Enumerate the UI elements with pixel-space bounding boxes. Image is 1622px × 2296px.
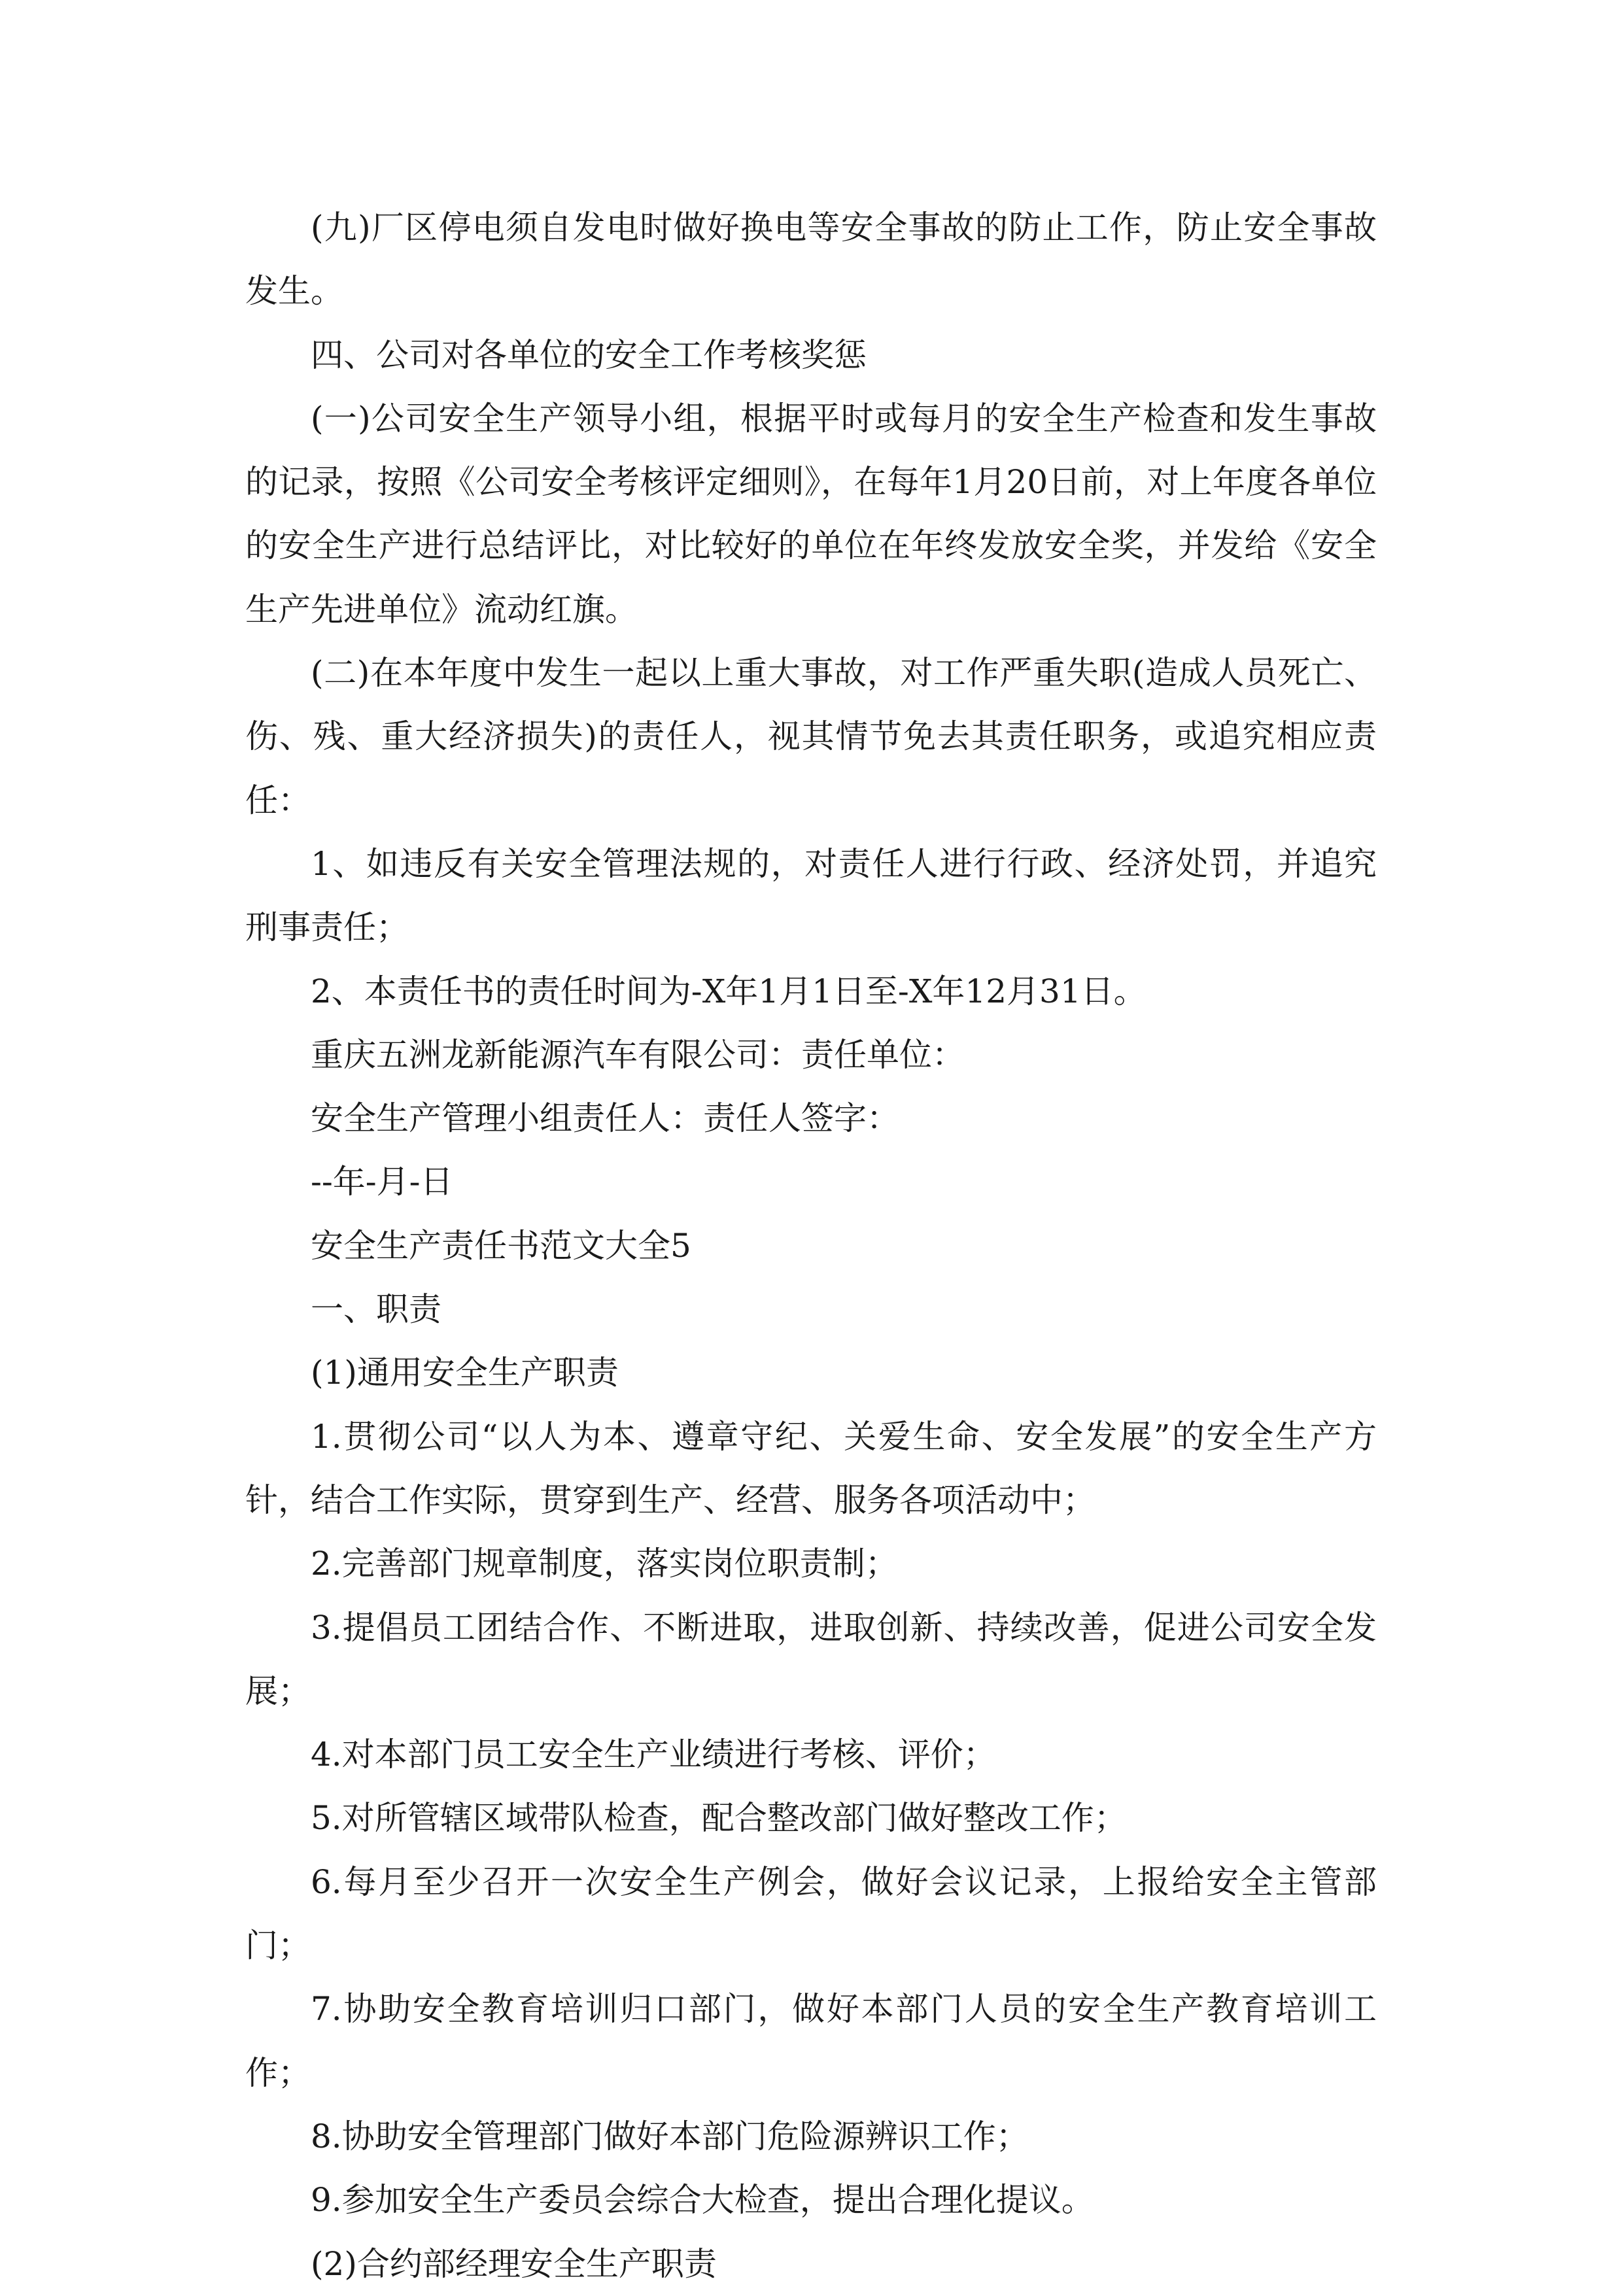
subsection-contract-manager: (2)合约部经理安全生产职责 xyxy=(311,2244,717,2283)
duty-item-9: 9.参加安全生产委员会综合大检查，提出合理化提议。 xyxy=(311,2181,1094,2219)
signature-company-line: 重庆五洲龙新能源汽车有限公司：责任单位： xyxy=(311,1035,965,1074)
duty-item-8: 8.协助安全管理部门做好本部门危险源辨识工作； xyxy=(311,2117,1029,2155)
subsection-general-duties: (1)通用安全生产职责 xyxy=(311,1354,619,1392)
duty-item-5: 5.对所管辖区域带队检查，配合整改部门做好整改工作； xyxy=(311,1799,1127,1838)
paragraph-item-1: 1、如违反有关安全管理法规的，对责任人进行行政、经济处罚，并追究刑事责任； xyxy=(245,844,1377,947)
signature-person-line: 安全生产管理小组责任人：责任人签字： xyxy=(311,1099,899,1138)
paragraph-power-outage: (九)厂区停电须自发电时做好换电等安全事故的防止工作，防止安全事故发生。 xyxy=(245,209,1377,311)
document-body xyxy=(245,196,1377,2296)
duty-item-2: 2.完善部门规章制度，落实岗位职责制； xyxy=(311,1545,898,1583)
paragraph-item-2: 2、本责任书的责任时间为-X年1月1日至-X年12月31日。 xyxy=(311,972,1147,1010)
date-line: --年-月-日 xyxy=(311,1163,453,1201)
section-heading-assessment: 四、公司对各单位的安全工作考核奖惩 xyxy=(311,335,867,374)
document-subtitle: 安全生产责任书范文大全5 xyxy=(311,1226,691,1265)
paragraph-leadership-group: (一)公司安全生产领导小组，根据平时或每月的安全生产检查和发生事故的记录，按照《公司安全考核评定细则》，在每年1月20日前，对上年度各单位的安全生产进行总结评比，对比较好的单位在年终发放安全奖，并发给《安全生产先进单位》流动红旗。 xyxy=(245,399,1377,628)
duty-item-6: 6.每月至少召开一次安全生产例会，做好会议记录，上报给安全主管部门； xyxy=(245,1862,1377,1965)
duty-item-4: 4.对本部门员工安全生产业绩进行考核、评价； xyxy=(311,1736,996,1774)
duty-item-7: 7.协助安全教育培训归口部门，做好本部门人员的安全生产教育培训工作； xyxy=(245,1990,1377,2092)
paragraph-major-accident: (二)在本年度中发生一起以上重大事故，对工作严重失职(造成人员死亡、伤、残、重大经济损失)的责任人，视其情节免去其责任职务，或追究相应责任： xyxy=(245,654,1377,819)
duty-item-1: 1.贯彻公司“以人为本、遵章守纪、关爱生命、安全发展”的安全生产方针，结合工作实际，贯穿到生产、经营、服务各项活动中； xyxy=(245,1417,1377,1519)
duty-item-3: 3.提倡员工团结合作、不断进取，进取创新、持续改善，促进公司安全发展； xyxy=(245,1608,1377,1710)
section-heading-duties: 一、职责 xyxy=(311,1290,441,1329)
